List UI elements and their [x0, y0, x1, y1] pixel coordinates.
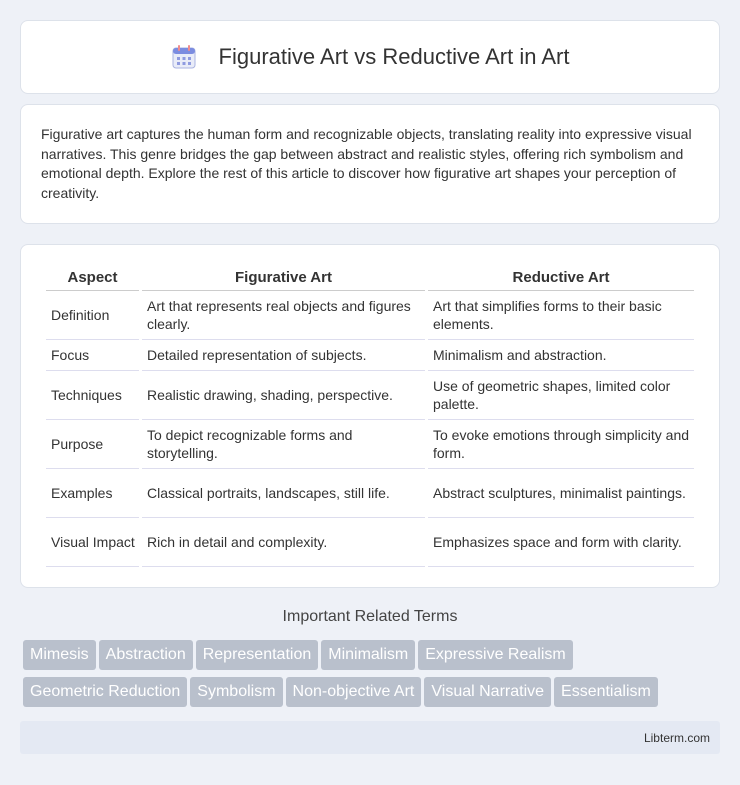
header-card — [20, 20, 720, 94]
cell-aspect: Purpose — [46, 420, 139, 469]
cell-aspect: Examples — [46, 469, 139, 518]
header-aspect: Aspect — [46, 261, 139, 291]
cell-aspect: Visual Impact — [46, 518, 139, 567]
cell-aspect: Focus — [46, 340, 139, 371]
calendar-icon — [171, 44, 197, 70]
cell-reductive: Minimalism and abstraction. — [428, 340, 694, 371]
tag-minimalism[interactable]: Minimalism — [321, 640, 415, 670]
footer-site-link[interactable]: Libterm.com — [643, 731, 710, 745]
header-figurative: Figurative Art — [142, 261, 425, 291]
cell-reductive: Abstract sculptures, minimalist paintings. — [428, 469, 694, 518]
table-row — [46, 291, 694, 340]
table-row — [46, 371, 694, 420]
tag-visual-narrative[interactable]: Visual Narrative — [424, 677, 551, 707]
cell-figurative: To depict recognizable forms and storytelling. — [142, 420, 425, 469]
cell-figurative: Detailed representation of subjects. — [142, 340, 425, 371]
table-header-row — [46, 261, 694, 291]
cell-reductive: Use of geometric shapes, limited color palette. — [428, 371, 694, 420]
tag-non-objective-art[interactable]: Non-objective Art — [286, 677, 422, 707]
cell-reductive: To evoke emotions through simplicity and form. — [428, 420, 694, 469]
intro-card — [20, 104, 720, 224]
related-terms-title: Important Related Terms — [282, 608, 458, 625]
cell-figurative: Rich in detail and complexity. — [142, 518, 425, 567]
intro-text: Figurative art captures the human form and recognizable objects, translating reality into expressive visual narratives. This genre bridges the gap between abstract and realistic styles, offering rich symbolism and emotional depth. Explore the rest of this article to discover how figurative art shapes your perception of creativity. — [41, 126, 692, 201]
cell-aspect: Techniques — [46, 371, 139, 420]
tag-essentialism[interactable]: Essentialism — [554, 677, 658, 707]
tag-geometric-reduction[interactable]: Geometric Reduction — [23, 677, 187, 707]
table-row — [46, 420, 694, 469]
table-row — [46, 469, 694, 518]
related-terms-list — [23, 640, 723, 714]
tag-abstraction[interactable]: Abstraction — [99, 640, 193, 670]
cell-reductive: Art that simplifies forms to their basic elements. — [428, 291, 694, 340]
comparison-card — [20, 244, 720, 588]
page-title: Figurative Art vs Reductive Art in Art — [218, 44, 570, 69]
tag-mimesis[interactable]: Mimesis — [23, 640, 96, 670]
tag-representation[interactable]: Representation — [196, 640, 319, 670]
footer — [20, 721, 720, 754]
tag-expressive-realism[interactable]: Expressive Realism — [418, 640, 572, 670]
cell-figurative: Realistic drawing, shading, perspective. — [142, 371, 425, 420]
cell-figurative: Art that represents real objects and figures clearly. — [142, 291, 425, 340]
cell-reductive: Emphasizes space and form with clarity. — [428, 518, 694, 567]
table-row — [46, 518, 694, 567]
comparison-table — [43, 261, 697, 567]
tag-symbolism[interactable]: Symbolism — [190, 677, 282, 707]
header-reductive: Reductive Art — [428, 261, 694, 291]
table-row — [46, 340, 694, 371]
cell-aspect: Definition — [46, 291, 139, 340]
cell-figurative: Classical portraits, landscapes, still life. — [142, 469, 425, 518]
